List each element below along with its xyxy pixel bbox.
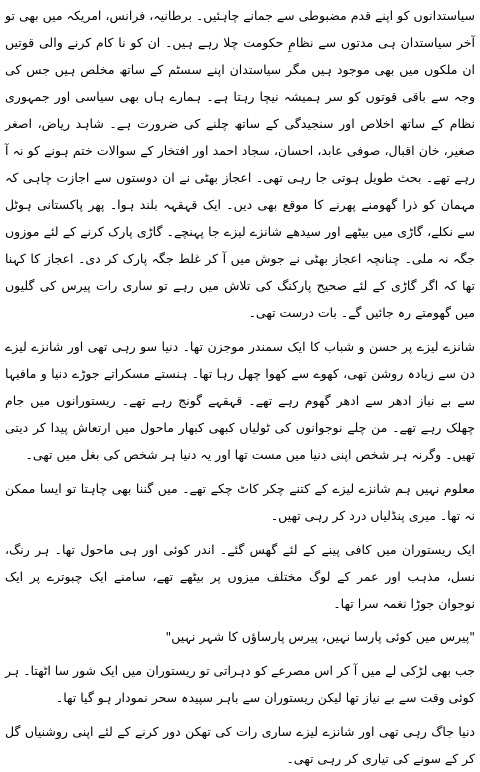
urdu-text-column — [5, 2, 475, 772]
paragraph: دنیا جاگ رہی تھی اور شانزے لیزے ساری رات کی تھکن دور کرنے کے لئے اپنی روشنیاں گل کر کے سونے کی تیاری کر رہی تھی۔ — [5, 724, 475, 766]
paragraph: معلوم نہیں ہم شانزے لیزے کے کتنے چکر کاٹ چکے تھے۔ میں گننا بھی چاہتا تو ایسا ممکن نہ تھا۔ میری پنڈلیاں درد کر رہی تھیں۔ — [5, 481, 475, 523]
paragraph: جب بھی لڑکی لے میں آ کر اس مصرعے کو دہراتی تو ریستوران میں ایک شور سا اٹھتا۔ ہر کوئی وقت سے بے نیاز تھا لیکن ریستوران سے باہر سپیدہ سحر نمودار ہو گیا تھا۔ — [5, 663, 475, 705]
paragraph: سیاستدانوں کو اپنے قدم مضبوطی سے جمانے چاہئیں۔ برطانیہ، فرانس، امریکہ میں بھی تو آخر سیاستدان ہی مدتوں سے نظامِ حکومت چلا رہے ہیں۔ ان کو نا کام کرنے والی قوتیں ان ملکوں میں بھی موجود ہیں مگر سیاستدان اپنے سسٹم کے ساتھ مخلص ہیں جس کی وجہ سے باقی قوتوں کو سر ہمیشہ نیچا رہتا ہے۔ ہمارے ہاں بھی سیاسی اور جمہوری نظام کے ساتھ اخلاص اور سنجیدگی کے ساتھ چلنے کی ضرورت ہے۔ شاہد ریاض، اصغر صغیر، خان اقبال، صوفی عابد، احسان، سجاد احمد اور افتخار کے سوالات ختم ہونے کو نہ آ رہے تھے۔ بحث طویل ہوتی جا رہی تھی۔ اعجاز بھٹی نے ان دوستوں سے اجازت چاہی کہ مہمان کو ذرا گھومنے پھرنے کا موقع بھی دیں۔ ایک قہقہہ بلند ہوا۔ پھر پاکستانی ہوٹل سے نکلے، گاڑی میں بیٹھے اور سیدھے شانزے لیزے جا پہنچے۔ گاڑی پارک کرنے کے لئے موزوں جگہ نہ ملی۔ چنانچہ اعجاز بھٹی نے جوش میں آ کر غلط جگہ پارک کر دی۔ اعجاز کا کہنا تھا کہ اگر گاڑی کے لئے صحیح پارکنگ کی تلاش میں رہے تو ساری رات پیرس کی گلیوں میں گھومتے رہ جائیں گے۔ بات درست تھی۔ — [5, 8, 475, 320]
paragraph: ایک ریستوران میں کافی پینے کے لئے گھس گئے۔ اندر کوئی اور ہی ماحول تھا۔ ہر رنگ، نسل، مذہب اور عمر کے لوگ مختلف میزوں پر بیٹھے تھے، سامنے ایک چبوترے پر ایک نوجوان جوڑا نغمہ سرا تھا۔ — [5, 542, 475, 611]
quoted-verse: "پیرس میں کوئی پارسا نہیں، پیرس پارساؤں کا شہر نہیں" — [165, 629, 475, 644]
paragraph: شانزے لیزے پر حسن و شباب کا ایک سمندر موجزن تھا۔ دنیا سو رہی تھی اور شانزے لیزے دن سے زیادہ روشن تھی، کھوے سے کھوا چھل رہا تھا۔ ہنستے مسکراتے جوڑے دنیا و مافیہا سے بے نیاز ادھر سے ادھر گھوم رہے تھے۔ قہقہے گونج رہے تھے۔ ریستورانوں میں جام چھلک رہے تھے۔ من چلے نوجوانوں کی ٹولیاں کبھی کبھار ماحول میں ارتعاش پیدا کر دیتی تھیں۔ وگرنہ ہر شخص اپنی دنیا میں مست تھا اور یہ دنیا ہر شخص کی بغل میں تھی۔ — [5, 339, 475, 462]
